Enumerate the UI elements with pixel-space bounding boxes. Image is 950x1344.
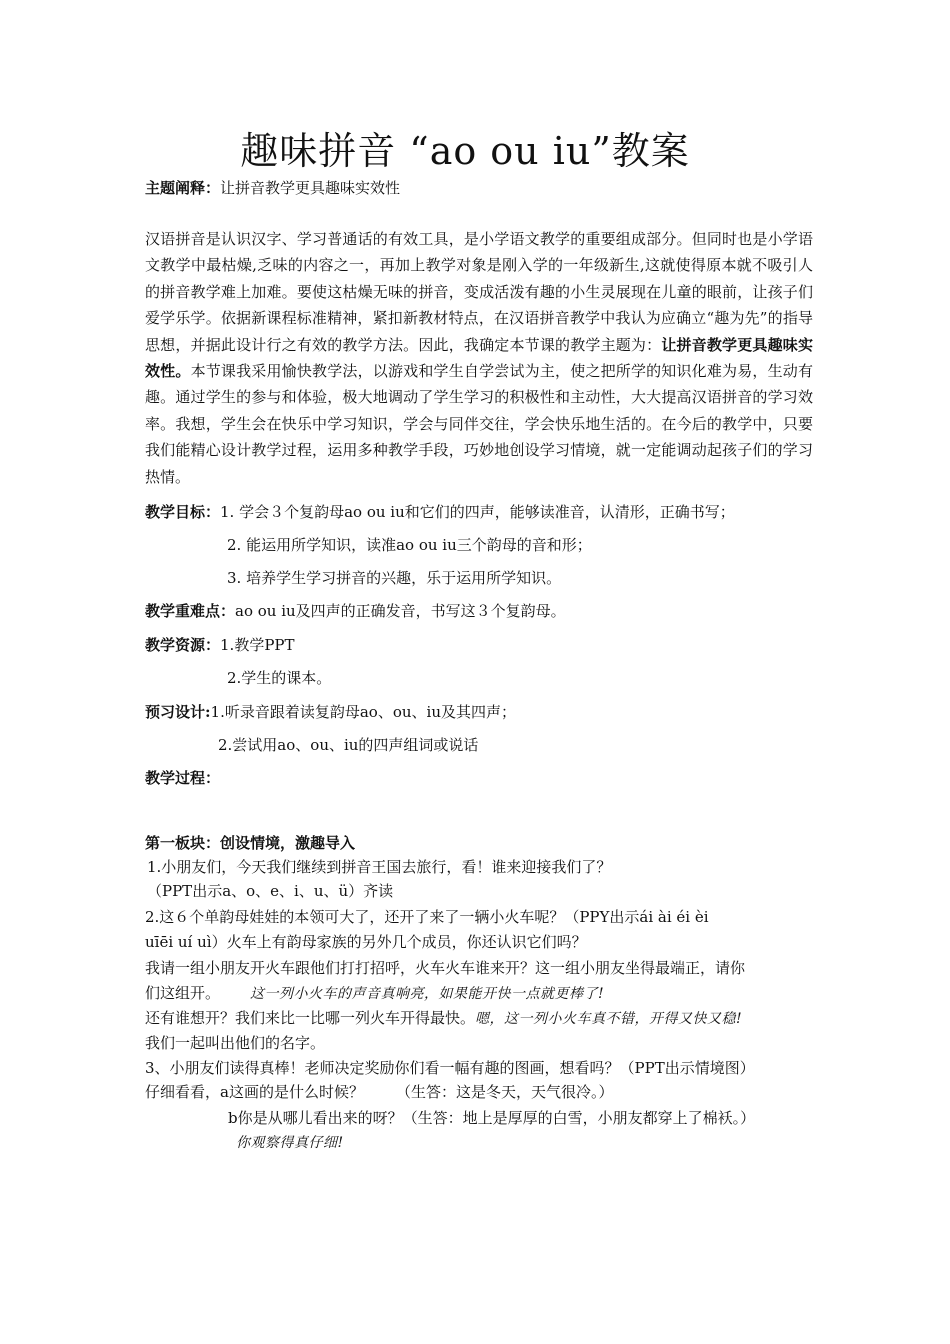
keypoints-label: 教学重难点： [145, 602, 236, 620]
section1-line: 2.这６个单韵母娃娃的本领可大了，还开了来了一辆小火车呢？（PPY出示ái ài éi èi [145, 908, 709, 926]
keypoints-line [145, 599, 566, 623]
teacher-remark: 你观察得真仔细! [236, 1135, 344, 1151]
goal-item: 3. 培养学生学习拼音的兴趣，乐于运用所学知识。 [227, 569, 562, 587]
goals-label: 教学目标： [145, 503, 221, 521]
goals-line-1 [145, 500, 735, 524]
keypoints-text: ao ou iu及四声的正确发音，书写这３个复韵母。 [235, 602, 566, 620]
section1-line: （PPT出示a、o、e、i、u、ü）齐读 [147, 882, 394, 900]
section1-line [145, 981, 604, 1006]
student-answer: （生答：这是冬天，天气很冷。） [395, 1083, 614, 1101]
teacher-remark: 嗯，这一列小火车真不错，开得又快又稳! [475, 1011, 743, 1027]
section1-line: b你是从哪儿看出来的呀？（生答：地上是厚厚的白雪，小朋友都穿上了棉袄。） [228, 1109, 756, 1127]
goal-item: 2. 能运用所学知识，读准ao ou iu三个韵母的音和形； [227, 536, 592, 554]
preview-item: 1.听录音跟着读复韵母ao、ou、iu及其四声； [210, 703, 516, 721]
section1-heading: 第一板块：创设情境，激趣导入 [145, 834, 356, 852]
section1-text: 还有谁想开？我们来比一比哪一列火车开得最快。 [145, 1009, 476, 1027]
process-label: 教学过程： [145, 769, 221, 787]
resource-item: 2.学生的课本。 [227, 669, 332, 687]
theme-text: 让拼音教学更具趣味实效性 [220, 179, 401, 197]
document-title: 趣味拼音 “ao ou iu”教案 [240, 129, 690, 173]
goal-item: 1. 学会３个复韵母ao ou iu和它们的四声，能够读准音，认清形，正确书写； [220, 503, 735, 521]
theme-label: 主题阐释： [145, 179, 221, 197]
resources-label: 教学资源： [145, 636, 221, 654]
section1-line: 1.小朋友们，今天我们继续到拼音王国去旅行，看！谁来迎接我们了？ [147, 858, 612, 876]
theme-line [145, 176, 400, 200]
section1-line: 我请一组小朋友开火车跟他们打打招呼，火车火车谁来开？这一组小朋友坐得最端正，请你 [145, 959, 746, 977]
intro-emphasis: 让拼音教学更具趣味实效性。 [145, 335, 813, 381]
intro-paragraph [145, 226, 813, 490]
resources-line-1 [145, 633, 295, 657]
section1-line [145, 1080, 613, 1104]
preview-item: 2.尝试用ao、ou、iu的四声组词或说话 [218, 736, 479, 754]
preview-label: 预习设计: [145, 703, 211, 721]
section1-line: 3、小朋友们读得真棒！老师决定奖励你们看一幅有趣的图画，想看吗？（PPT出示情境图） [145, 1059, 755, 1077]
intro-part1: 汉语拼音是认识汉字、学习普通话的有效工具，是小学语文教学的重要组成部分。但同时也是小学语文教学中最枯燥,乏味的内容之一，再加上教学对象是刚入学的一年级新生,这就使得原本就不吸引人的拼音教学难上加难。要使这枯燥无味的拼音，变成活泼有趣的小生灵展现在儿童的眼前，让孩子们爱学乐学。依据新课程标准精神，紧扣新教材特点，在汉语拼音教学中我认为应确立“趣为先”的指导思想，并据此设计行之有效的教学方法。因此，我确定本节课的教学主题为： [145, 230, 813, 354]
preview-line-1 [145, 700, 516, 724]
section1-line [145, 1006, 742, 1031]
section1-text: 仔细看看，a这画的是什么时候？ [145, 1083, 364, 1101]
section1-line: 我们一起叫出他们的名字。 [145, 1034, 326, 1052]
section1-line: uīēi uí uì）火车上有韵母家族的另外几个成员，你还认识它们吗？ [145, 933, 587, 951]
teacher-remark: 这一列小火车的声音真响亮，如果能开快一点就更棒了! [250, 986, 605, 1002]
resource-item: 1.教学PPT [220, 636, 295, 654]
section1-text: 们这组开。 [145, 984, 221, 1002]
intro-part2: 本节课我采用愉快教学法，以游戏和学生自学尝试为主，使之把所学的知识化难为易，生动有趣。通过学生的参与和体验，极大地调动了学生学习的积极性和主动性，大大提高汉语拼音的学习效率。我想，学生会在快乐中学习知识，学会与同伴交往，学会快乐地生活的。在今后的教学中，只要我们能精心设计教学过程，运用多种教学手段，巧妙地创设学习情境，就一定能调动起孩子们的学习热情。 [145, 362, 813, 486]
